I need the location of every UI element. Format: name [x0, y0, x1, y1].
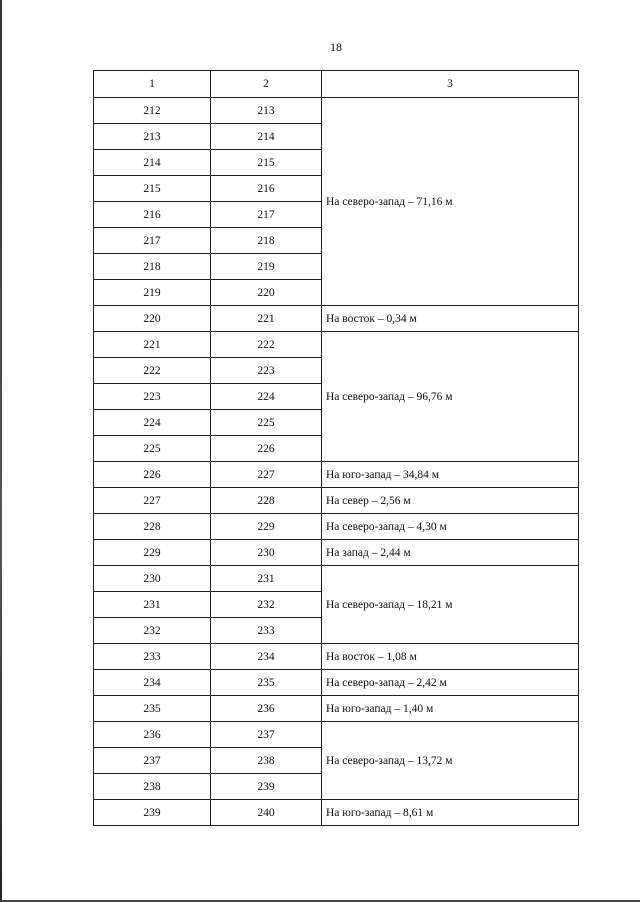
point-from-cell: 227	[94, 488, 211, 514]
direction-distance-cell: На запад – 2,44 м	[322, 540, 579, 566]
direction-distance-cell: На северо-запад – 71,16 м	[322, 98, 579, 306]
table-row	[94, 514, 579, 540]
point-to-cell: 215	[211, 150, 322, 176]
point-to-cell: 217	[211, 202, 322, 228]
point-to-cell: 238	[211, 748, 322, 774]
header-col-2: 2	[211, 71, 322, 98]
table-header-row	[94, 71, 579, 98]
table-body	[94, 71, 579, 826]
point-from-cell: 236	[94, 722, 211, 748]
point-from-cell: 224	[94, 410, 211, 436]
direction-distance-cell: На северо-запад – 13,72 м	[322, 722, 579, 800]
point-to-cell: 224	[211, 384, 322, 410]
point-from-cell: 216	[94, 202, 211, 228]
table-row	[94, 306, 579, 332]
point-from-cell: 229	[94, 540, 211, 566]
point-from-cell: 233	[94, 644, 211, 670]
point-to-cell: 219	[211, 254, 322, 280]
point-to-cell: 233	[211, 618, 322, 644]
point-from-cell: 215	[94, 176, 211, 202]
direction-distance-cell: На север – 2,56 м	[322, 488, 579, 514]
table-row	[94, 566, 579, 592]
table-row	[94, 670, 579, 696]
point-to-cell: 226	[211, 436, 322, 462]
point-to-cell: 236	[211, 696, 322, 722]
point-from-cell: 212	[94, 98, 211, 124]
direction-distance-cell: На восток – 1,08 м	[322, 644, 579, 670]
direction-distance-cell: На северо-запад – 18,21 м	[322, 566, 579, 644]
point-from-cell: 231	[94, 592, 211, 618]
boundary-table	[93, 70, 579, 826]
table-row	[94, 488, 579, 514]
point-from-cell: 217	[94, 228, 211, 254]
point-from-cell: 234	[94, 670, 211, 696]
point-to-cell: 223	[211, 358, 322, 384]
page-number: 18	[330, 40, 342, 54]
table-row	[94, 332, 579, 358]
point-from-cell: 219	[94, 280, 211, 306]
direction-distance-cell: На юго-запад – 8,61 м	[322, 800, 579, 826]
point-to-cell: 237	[211, 722, 322, 748]
point-from-cell: 232	[94, 618, 211, 644]
point-to-cell: 227	[211, 462, 322, 488]
point-to-cell: 230	[211, 540, 322, 566]
point-to-cell: 235	[211, 670, 322, 696]
table-row	[94, 644, 579, 670]
point-from-cell: 214	[94, 150, 211, 176]
point-from-cell: 223	[94, 384, 211, 410]
point-from-cell: 228	[94, 514, 211, 540]
point-from-cell: 221	[94, 332, 211, 358]
point-to-cell: 225	[211, 410, 322, 436]
point-from-cell: 237	[94, 748, 211, 774]
point-from-cell: 235	[94, 696, 211, 722]
direction-distance-cell: На юго-запад – 1,40 м	[322, 696, 579, 722]
table-row	[94, 98, 579, 124]
table-row	[94, 540, 579, 566]
table-row	[94, 722, 579, 748]
point-to-cell: 228	[211, 488, 322, 514]
scan-left-edge	[0, 0, 2, 902]
point-to-cell: 232	[211, 592, 322, 618]
direction-distance-cell: На северо-запад – 2,42 м	[322, 670, 579, 696]
point-from-cell: 239	[94, 800, 211, 826]
point-from-cell: 238	[94, 774, 211, 800]
table-row	[94, 800, 579, 826]
point-to-cell: 240	[211, 800, 322, 826]
point-to-cell: 218	[211, 228, 322, 254]
point-from-cell: 220	[94, 306, 211, 332]
direction-distance-cell: На северо-запад – 96,76 м	[322, 332, 579, 462]
point-to-cell: 239	[211, 774, 322, 800]
point-from-cell: 222	[94, 358, 211, 384]
header-col-1: 1	[94, 71, 211, 98]
point-to-cell: 221	[211, 306, 322, 332]
point-from-cell: 213	[94, 124, 211, 150]
point-to-cell: 216	[211, 176, 322, 202]
table-row	[94, 696, 579, 722]
direction-distance-cell: На восток – 0,34 м	[322, 306, 579, 332]
direction-distance-cell: На северо-запад – 4,30 м	[322, 514, 579, 540]
point-from-cell: 226	[94, 462, 211, 488]
table-row	[94, 462, 579, 488]
header-col-3: 3	[322, 71, 579, 98]
point-to-cell: 231	[211, 566, 322, 592]
point-to-cell: 234	[211, 644, 322, 670]
point-from-cell: 230	[94, 566, 211, 592]
point-to-cell: 214	[211, 124, 322, 150]
point-to-cell: 213	[211, 98, 322, 124]
point-to-cell: 222	[211, 332, 322, 358]
point-to-cell: 220	[211, 280, 322, 306]
direction-distance-cell: На юго-запад – 34,84 м	[322, 462, 579, 488]
point-from-cell: 218	[94, 254, 211, 280]
point-to-cell: 229	[211, 514, 322, 540]
point-from-cell: 225	[94, 436, 211, 462]
